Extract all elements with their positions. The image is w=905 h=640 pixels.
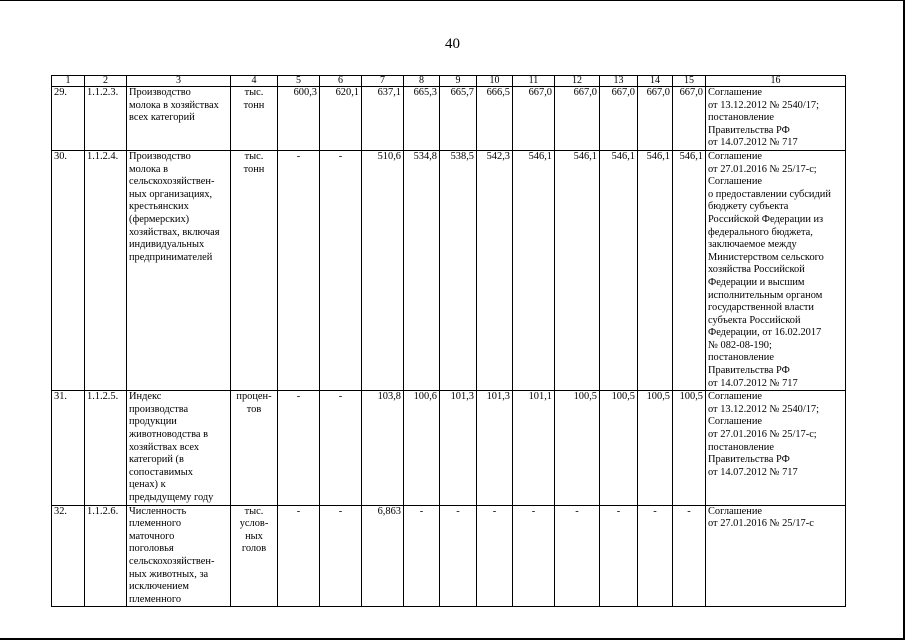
value-cell: 101,3 (477, 391, 513, 505)
value-cell: 600,3 (278, 87, 320, 151)
table-row (52, 150, 846, 390)
value-cell: 667,0 (673, 87, 706, 151)
row-number: 32. (52, 505, 85, 607)
column-header: 6 (320, 76, 362, 87)
value-cell: - (320, 150, 362, 390)
indicator-code: 1.1.2.3. (85, 87, 127, 151)
value-cell: 103,8 (362, 391, 404, 505)
unit: тыс. услов- ных голов (231, 505, 278, 607)
value-cell: 100,5 (638, 391, 673, 505)
source-document: Соглашение от 13.12.2012 № 2540/17; Соглашение от 27.01.2016 № 25/17-с; постановление Правительства РФ от 14.07.2012 № 717 (706, 391, 846, 505)
value-cell: 101,3 (440, 391, 477, 505)
value-cell: 637,1 (362, 87, 404, 151)
value-cell: 542,3 (477, 150, 513, 390)
unit: процен- тов (231, 391, 278, 505)
indicator-name: Численность племенного маточного поголовья сельскохозяйствен- ных животных, за исключением племенного (127, 505, 231, 607)
value-cell: 665,7 (440, 87, 477, 151)
value-cell: 546,1 (513, 150, 555, 390)
table-row (52, 391, 846, 505)
column-header: 14 (638, 76, 673, 87)
value-cell: 666,5 (477, 87, 513, 151)
indicator-code: 1.1.2.4. (85, 150, 127, 390)
column-header: 10 (477, 76, 513, 87)
value-cell: - (600, 505, 638, 607)
value-cell: - (320, 391, 362, 505)
row-number: 30. (52, 150, 85, 390)
page-number: 40 (445, 36, 460, 52)
value-cell: 667,0 (555, 87, 600, 151)
row-number: 31. (52, 391, 85, 505)
value-cell: 100,5 (555, 391, 600, 505)
column-header: 3 (127, 76, 231, 87)
column-header: 1 (52, 76, 85, 87)
value-cell: 665,3 (404, 87, 440, 151)
value-cell: - (673, 505, 706, 607)
value-cell: - (477, 505, 513, 607)
indicator-name: Производство молока в хозяйствах всех категорий (127, 87, 231, 151)
value-cell: - (320, 505, 362, 607)
value-cell: 546,1 (638, 150, 673, 390)
source-document: Соглашение от 27.01.2016 № 25/17-с; Соглашение о предоставлении субсидий бюджету субъекта Российской Федерации из федерального бюджета, заключаемое между Министерством сельского хозяйства Российской Федерации и высшим исполнительным органом государственной власти субъекта Российской Федерации, от 16.02.2017 № 082-08-190; постановление Правительства РФ от 14.07.2012 № 717 (706, 150, 846, 390)
value-cell: 620,1 (320, 87, 362, 151)
source-document: Соглашение от 13.12.2012 № 2540/17; постановление Правительства РФ от 14.07.2012 № 717 (706, 87, 846, 151)
table-row (52, 87, 846, 151)
table-row (52, 505, 846, 607)
column-header: 4 (231, 76, 278, 87)
column-header: 7 (362, 76, 404, 87)
source-document: Соглашение от 27.01.2016 № 25/17-с (706, 505, 846, 607)
row-number: 29. (52, 87, 85, 151)
value-cell: 546,1 (673, 150, 706, 390)
value-cell: - (440, 505, 477, 607)
value-cell: - (278, 150, 320, 390)
column-header: 15 (673, 76, 706, 87)
column-header: 16 (706, 76, 846, 87)
value-cell: - (638, 505, 673, 607)
column-header: 13 (600, 76, 638, 87)
value-cell: - (513, 505, 555, 607)
value-cell: - (404, 505, 440, 607)
column-number-row (52, 76, 846, 87)
value-cell: - (278, 505, 320, 607)
indicator-code: 1.1.2.6. (85, 505, 127, 607)
value-cell: 546,1 (600, 150, 638, 390)
column-header: 11 (513, 76, 555, 87)
value-cell: 667,0 (638, 87, 673, 151)
column-header: 5 (278, 76, 320, 87)
value-cell: 6,863 (362, 505, 404, 607)
value-cell: 100,5 (600, 391, 638, 505)
indicators-table (51, 75, 846, 607)
value-cell: 101,1 (513, 391, 555, 505)
value-cell: 667,0 (513, 87, 555, 151)
unit: тыс. тонн (231, 150, 278, 390)
value-cell: - (555, 505, 600, 607)
value-cell: 534,8 (404, 150, 440, 390)
value-cell: - (278, 391, 320, 505)
value-cell: 100,6 (404, 391, 440, 505)
column-header: 9 (440, 76, 477, 87)
page-frame-top (0, 0, 905, 1)
column-header: 12 (555, 76, 600, 87)
unit: тыс. тонн (231, 87, 278, 151)
value-cell: 100,5 (673, 391, 706, 505)
value-cell: 510,6 (362, 150, 404, 390)
indicator-name: Производство молока в сельскохозяйствен- ных организациях, крестьянских (фермерских) хозяйствах, включая индивидуальных предпринимателей (127, 150, 231, 390)
value-cell: 538,5 (440, 150, 477, 390)
value-cell: 546,1 (555, 150, 600, 390)
indicator-name: Индекс производства продукции животноводства в хозяйствах всех категорий (в сопоставимых ценах) к предыдущему году (127, 391, 231, 505)
value-cell: 667,0 (600, 87, 638, 151)
column-header: 2 (85, 76, 127, 87)
indicator-code: 1.1.2.5. (85, 391, 127, 505)
column-header: 8 (404, 76, 440, 87)
